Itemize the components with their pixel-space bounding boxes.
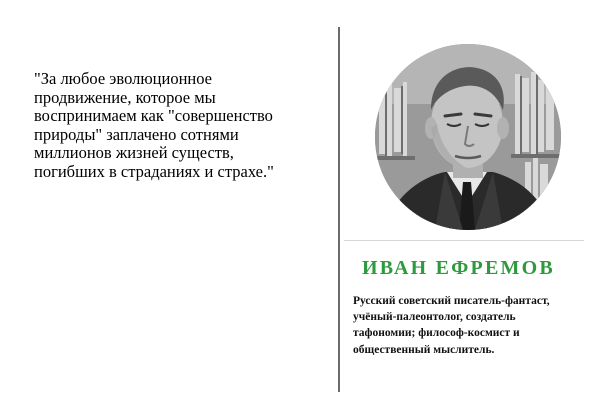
quote-line: природы" заплачено сотнями [34,124,239,144]
author-bio [353,293,593,358]
quote-line: воспринимаем как "совершенство [34,106,273,126]
quote-line: погибших в страданиях и страхе." [34,161,274,181]
quote-line: "За любое эволюционное [34,69,213,88]
bio-line: Русский советский писатель-фантаст, [353,295,550,307]
quote-line: продвижение, которое мы [34,87,216,107]
quote-text [34,70,324,182]
bio-line: тафономии; философ-космист и [353,327,520,340]
separator-line [344,240,584,241]
author-name: ИВАН ЕФРЕМОВ [362,257,555,279]
bio-line: учёный-палеонтолог, создатель [353,311,516,324]
quote-line: миллионов жизней существ, [34,143,234,163]
author-portrait [375,44,561,230]
vertical-divider [338,27,340,392]
bio-line: общественный мыслитель. [353,343,495,356]
